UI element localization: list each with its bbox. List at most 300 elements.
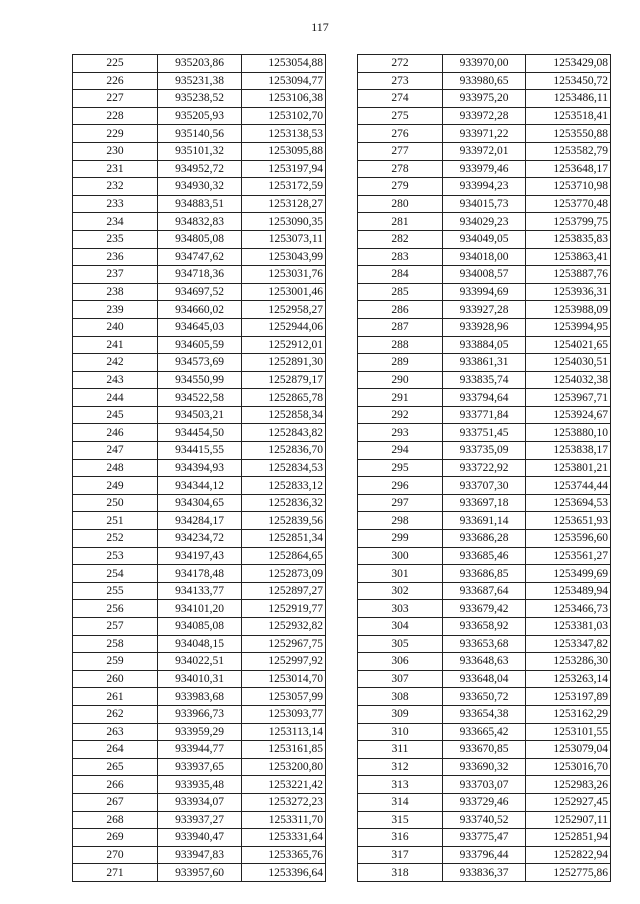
x-coordinate-cell: 933972,28 — [443, 107, 526, 125]
y-coordinate-cell: 1252967,75 — [242, 635, 326, 653]
x-coordinate-cell: 933979,46 — [443, 160, 526, 178]
x-coordinate-cell: 934660,02 — [158, 301, 242, 319]
y-coordinate-cell: 1253001,46 — [242, 283, 326, 301]
table-row — [73, 107, 326, 125]
y-coordinate-cell: 1252919,77 — [242, 600, 326, 618]
table-row — [358, 459, 611, 477]
table-row — [73, 477, 326, 495]
point-number-cell: 316 — [358, 829, 443, 847]
table-row — [358, 442, 611, 460]
y-coordinate-cell: 1253967,71 — [526, 389, 611, 407]
table-row — [73, 741, 326, 759]
x-coordinate-cell: 933970,00 — [443, 55, 526, 73]
y-coordinate-cell: 1253113,14 — [242, 723, 326, 741]
y-coordinate-cell: 1253095,88 — [242, 142, 326, 160]
x-coordinate-cell: 933935,48 — [158, 776, 242, 794]
x-coordinate-cell: 933836,37 — [443, 864, 526, 882]
table-row — [358, 864, 611, 882]
table-row — [73, 248, 326, 266]
table-row — [73, 547, 326, 565]
table-row — [358, 371, 611, 389]
y-coordinate-cell: 1253263,14 — [526, 670, 611, 688]
point-number-cell: 283 — [358, 248, 443, 266]
y-coordinate-cell: 1252864,65 — [242, 547, 326, 565]
x-coordinate-cell: 933751,45 — [443, 424, 526, 442]
table-row — [358, 195, 611, 213]
table-row — [73, 371, 326, 389]
point-number-cell: 272 — [358, 55, 443, 73]
table-row — [358, 530, 611, 548]
x-coordinate-cell: 933650,72 — [443, 688, 526, 706]
x-coordinate-cell: 933971,22 — [443, 125, 526, 143]
table-row — [73, 582, 326, 600]
y-coordinate-cell: 1252873,09 — [242, 565, 326, 583]
table-row — [73, 354, 326, 372]
x-coordinate-cell: 933735,09 — [443, 442, 526, 460]
y-coordinate-cell: 1254030,51 — [526, 354, 611, 372]
x-coordinate-cell: 933794,64 — [443, 389, 526, 407]
x-coordinate-cell: 934697,52 — [158, 283, 242, 301]
x-coordinate-cell: 933994,69 — [443, 283, 526, 301]
y-coordinate-cell: 1253365,76 — [242, 846, 326, 864]
x-coordinate-cell: 934049,05 — [443, 230, 526, 248]
y-coordinate-cell: 1254032,38 — [526, 371, 611, 389]
table-row — [358, 705, 611, 723]
x-coordinate-cell: 934015,73 — [443, 195, 526, 213]
x-coordinate-cell: 934178,48 — [158, 565, 242, 583]
point-number-cell: 251 — [73, 512, 158, 530]
y-coordinate-cell: 1253057,99 — [242, 688, 326, 706]
point-number-cell: 252 — [73, 530, 158, 548]
y-coordinate-cell: 1252775,86 — [526, 864, 611, 882]
table-row — [73, 829, 326, 847]
table-row — [358, 811, 611, 829]
y-coordinate-cell: 1253486,11 — [526, 90, 611, 108]
table-row — [358, 547, 611, 565]
x-coordinate-cell: 933658,92 — [443, 618, 526, 636]
y-coordinate-cell: 1253101,55 — [526, 723, 611, 741]
x-coordinate-cell: 934008,57 — [443, 266, 526, 284]
y-coordinate-cell: 1252907,11 — [526, 811, 611, 829]
point-number-cell: 312 — [358, 758, 443, 776]
table-row — [358, 829, 611, 847]
table-row — [73, 618, 326, 636]
y-coordinate-cell: 1252822,94 — [526, 846, 611, 864]
x-coordinate-cell: 933687,64 — [443, 582, 526, 600]
table-row — [358, 406, 611, 424]
point-number-cell: 284 — [358, 266, 443, 284]
point-number-cell: 300 — [358, 547, 443, 565]
y-coordinate-cell: 1252839,56 — [242, 512, 326, 530]
point-number-cell: 263 — [73, 723, 158, 741]
y-coordinate-cell: 1253835,83 — [526, 230, 611, 248]
y-coordinate-cell: 1253090,35 — [242, 213, 326, 231]
table-row — [358, 793, 611, 811]
point-number-cell: 278 — [358, 160, 443, 178]
y-coordinate-cell: 1253799,75 — [526, 213, 611, 231]
y-coordinate-cell: 1253499,69 — [526, 565, 611, 583]
x-coordinate-cell: 933959,29 — [158, 723, 242, 741]
table-row — [73, 195, 326, 213]
x-coordinate-cell: 934048,15 — [158, 635, 242, 653]
point-number-cell: 243 — [73, 371, 158, 389]
table-row — [358, 494, 611, 512]
point-number-cell: 258 — [73, 635, 158, 653]
table-row — [73, 758, 326, 776]
x-coordinate-cell: 934747,62 — [158, 248, 242, 266]
y-coordinate-cell: 1252879,17 — [242, 371, 326, 389]
table-row — [358, 688, 611, 706]
point-number-cell: 303 — [358, 600, 443, 618]
y-coordinate-cell: 1252958,27 — [242, 301, 326, 319]
y-coordinate-cell: 1253710,98 — [526, 178, 611, 196]
y-coordinate-cell: 1252912,01 — [242, 336, 326, 354]
y-coordinate-cell: 1253651,93 — [526, 512, 611, 530]
y-coordinate-cell: 1252897,27 — [242, 582, 326, 600]
x-coordinate-cell: 934197,43 — [158, 547, 242, 565]
x-coordinate-cell: 933690,32 — [443, 758, 526, 776]
point-number-cell: 289 — [358, 354, 443, 372]
x-coordinate-cell: 933994,23 — [443, 178, 526, 196]
point-number-cell: 261 — [73, 688, 158, 706]
y-coordinate-cell: 1253694,53 — [526, 494, 611, 512]
table-row — [73, 670, 326, 688]
table-row — [73, 811, 326, 829]
y-coordinate-cell: 1253161,85 — [242, 741, 326, 759]
point-number-cell: 249 — [73, 477, 158, 495]
point-number-cell: 288 — [358, 336, 443, 354]
point-number-cell: 274 — [358, 90, 443, 108]
point-number-cell: 273 — [358, 72, 443, 90]
y-coordinate-cell: 1252932,82 — [242, 618, 326, 636]
point-number-cell: 236 — [73, 248, 158, 266]
point-number-cell: 269 — [73, 829, 158, 847]
y-coordinate-cell: 1253331,64 — [242, 829, 326, 847]
x-coordinate-cell: 934605,59 — [158, 336, 242, 354]
point-number-cell: 310 — [358, 723, 443, 741]
table-row — [358, 142, 611, 160]
x-coordinate-cell: 933937,27 — [158, 811, 242, 829]
table-row — [73, 846, 326, 864]
table-row — [73, 142, 326, 160]
table-row — [73, 406, 326, 424]
y-coordinate-cell: 1252997,92 — [242, 653, 326, 671]
x-coordinate-cell: 933957,60 — [158, 864, 242, 882]
table-row — [358, 160, 611, 178]
point-number-cell: 318 — [358, 864, 443, 882]
y-coordinate-cell: 1253079,04 — [526, 741, 611, 759]
y-coordinate-cell: 1253347,82 — [526, 635, 611, 653]
table-row — [358, 213, 611, 231]
x-coordinate-cell: 933691,14 — [443, 512, 526, 530]
point-number-cell: 294 — [358, 442, 443, 460]
table-row — [358, 512, 611, 530]
y-coordinate-cell: 1253994,95 — [526, 318, 611, 336]
point-number-cell: 253 — [73, 547, 158, 565]
x-coordinate-cell: 934930,32 — [158, 178, 242, 196]
point-number-cell: 250 — [73, 494, 158, 512]
table-row — [358, 477, 611, 495]
table-row — [73, 459, 326, 477]
y-coordinate-cell: 1252836,32 — [242, 494, 326, 512]
point-number-cell: 260 — [73, 670, 158, 688]
point-number-cell: 279 — [358, 178, 443, 196]
x-coordinate-cell: 933686,85 — [443, 565, 526, 583]
point-number-cell: 247 — [73, 442, 158, 460]
point-number-cell: 311 — [358, 741, 443, 759]
x-coordinate-cell: 933940,47 — [158, 829, 242, 847]
point-number-cell: 262 — [73, 705, 158, 723]
y-coordinate-cell: 1253043,99 — [242, 248, 326, 266]
x-coordinate-cell: 933654,38 — [443, 705, 526, 723]
y-coordinate-cell: 1252927,45 — [526, 793, 611, 811]
table-row — [73, 424, 326, 442]
y-coordinate-cell: 1253073,11 — [242, 230, 326, 248]
x-coordinate-cell: 934085,08 — [158, 618, 242, 636]
x-coordinate-cell: 933697,18 — [443, 494, 526, 512]
x-coordinate-cell: 933648,63 — [443, 653, 526, 671]
table-row — [73, 301, 326, 319]
x-coordinate-cell: 933707,30 — [443, 477, 526, 495]
y-coordinate-cell: 1253863,41 — [526, 248, 611, 266]
x-coordinate-cell: 933679,42 — [443, 600, 526, 618]
y-coordinate-cell: 1253744,44 — [526, 477, 611, 495]
point-number-cell: 233 — [73, 195, 158, 213]
point-number-cell: 246 — [73, 424, 158, 442]
point-number-cell: 245 — [73, 406, 158, 424]
table-row — [73, 530, 326, 548]
point-number-cell: 257 — [73, 618, 158, 636]
x-coordinate-cell: 933686,28 — [443, 530, 526, 548]
x-coordinate-cell: 933861,31 — [443, 354, 526, 372]
x-coordinate-cell: 933966,73 — [158, 705, 242, 723]
table-row — [73, 864, 326, 882]
point-number-cell: 255 — [73, 582, 158, 600]
table-row — [73, 283, 326, 301]
y-coordinate-cell: 1253936,31 — [526, 283, 611, 301]
x-coordinate-cell: 934645,03 — [158, 318, 242, 336]
x-coordinate-cell: 934952,72 — [158, 160, 242, 178]
point-number-cell: 315 — [358, 811, 443, 829]
x-coordinate-cell: 933771,84 — [443, 406, 526, 424]
table-row — [358, 741, 611, 759]
y-coordinate-cell: 1253311,70 — [242, 811, 326, 829]
x-coordinate-cell: 935231,38 — [158, 72, 242, 90]
table-row — [73, 266, 326, 284]
table-row — [73, 688, 326, 706]
x-coordinate-cell: 934018,00 — [443, 248, 526, 266]
table-row — [358, 723, 611, 741]
y-coordinate-cell: 1253648,17 — [526, 160, 611, 178]
table-row — [73, 600, 326, 618]
x-coordinate-cell: 933972,01 — [443, 142, 526, 160]
point-number-cell: 293 — [358, 424, 443, 442]
point-number-cell: 244 — [73, 389, 158, 407]
table-row — [358, 565, 611, 583]
x-coordinate-cell: 933653,68 — [443, 635, 526, 653]
table-row — [358, 758, 611, 776]
y-coordinate-cell: 1254021,65 — [526, 336, 611, 354]
point-number-cell: 270 — [73, 846, 158, 864]
x-coordinate-cell: 934832,83 — [158, 213, 242, 231]
point-number-cell: 285 — [358, 283, 443, 301]
x-coordinate-cell: 934522,58 — [158, 389, 242, 407]
point-number-cell: 299 — [358, 530, 443, 548]
table-row — [73, 336, 326, 354]
y-coordinate-cell: 1253429,08 — [526, 55, 611, 73]
table-row — [73, 653, 326, 671]
table-row — [358, 107, 611, 125]
y-coordinate-cell: 1253106,38 — [242, 90, 326, 108]
y-coordinate-cell: 1253102,70 — [242, 107, 326, 125]
y-coordinate-cell: 1253197,94 — [242, 160, 326, 178]
point-number-cell: 235 — [73, 230, 158, 248]
x-coordinate-cell: 933947,83 — [158, 846, 242, 864]
table-row — [73, 55, 326, 73]
point-number-cell: 238 — [73, 283, 158, 301]
point-number-cell: 268 — [73, 811, 158, 829]
point-number-cell: 305 — [358, 635, 443, 653]
x-coordinate-cell: 934029,23 — [443, 213, 526, 231]
point-number-cell: 256 — [73, 600, 158, 618]
point-number-cell: 237 — [73, 266, 158, 284]
y-coordinate-cell: 1253014,70 — [242, 670, 326, 688]
x-coordinate-cell: 934573,69 — [158, 354, 242, 372]
x-coordinate-cell: 933980,65 — [443, 72, 526, 90]
y-coordinate-cell: 1252843,82 — [242, 424, 326, 442]
x-coordinate-cell: 933934,07 — [158, 793, 242, 811]
x-coordinate-cell: 934718,36 — [158, 266, 242, 284]
point-number-cell: 267 — [73, 793, 158, 811]
table-row — [73, 776, 326, 794]
table-row — [358, 653, 611, 671]
point-number-cell: 264 — [73, 741, 158, 759]
table-row — [358, 336, 611, 354]
table-row — [73, 90, 326, 108]
point-number-cell: 308 — [358, 688, 443, 706]
point-number-cell: 281 — [358, 213, 443, 231]
table-row — [73, 723, 326, 741]
y-coordinate-cell: 1252865,78 — [242, 389, 326, 407]
point-number-cell: 296 — [358, 477, 443, 495]
point-number-cell: 317 — [358, 846, 443, 864]
point-number-cell: 275 — [358, 107, 443, 125]
y-coordinate-cell: 1253054,88 — [242, 55, 326, 73]
x-coordinate-cell: 933775,47 — [443, 829, 526, 847]
y-coordinate-cell: 1253489,94 — [526, 582, 611, 600]
x-coordinate-cell: 933703,07 — [443, 776, 526, 794]
table-row — [358, 301, 611, 319]
x-coordinate-cell: 934394,93 — [158, 459, 242, 477]
point-number-cell: 266 — [73, 776, 158, 794]
point-number-cell: 232 — [73, 178, 158, 196]
y-coordinate-cell: 1252891,30 — [242, 354, 326, 372]
point-number-cell: 295 — [358, 459, 443, 477]
point-number-cell: 234 — [73, 213, 158, 231]
table-row — [73, 72, 326, 90]
point-number-cell: 240 — [73, 318, 158, 336]
point-number-cell: 227 — [73, 90, 158, 108]
point-number-cell: 254 — [73, 565, 158, 583]
y-coordinate-cell: 1253880,10 — [526, 424, 611, 442]
y-coordinate-cell: 1253031,76 — [242, 266, 326, 284]
point-number-cell: 277 — [358, 142, 443, 160]
point-number-cell: 292 — [358, 406, 443, 424]
point-number-cell: 282 — [358, 230, 443, 248]
point-number-cell: 226 — [73, 72, 158, 90]
x-coordinate-cell: 933835,74 — [443, 371, 526, 389]
table-row — [73, 793, 326, 811]
point-number-cell: 313 — [358, 776, 443, 794]
point-number-cell: 304 — [358, 618, 443, 636]
table-row — [358, 55, 611, 73]
table-row — [358, 230, 611, 248]
y-coordinate-cell: 1253162,29 — [526, 705, 611, 723]
point-number-cell: 287 — [358, 318, 443, 336]
point-number-cell: 307 — [358, 670, 443, 688]
table-row — [358, 424, 611, 442]
point-number-cell: 265 — [73, 758, 158, 776]
point-number-cell: 231 — [73, 160, 158, 178]
y-coordinate-cell: 1253138,53 — [242, 125, 326, 143]
x-coordinate-cell: 933685,46 — [443, 547, 526, 565]
table-row — [358, 318, 611, 336]
point-number-cell: 271 — [73, 864, 158, 882]
point-number-cell: 291 — [358, 389, 443, 407]
y-coordinate-cell: 1253887,76 — [526, 266, 611, 284]
y-coordinate-cell: 1253093,77 — [242, 705, 326, 723]
point-number-cell: 280 — [358, 195, 443, 213]
coordinates-table-right — [357, 54, 611, 882]
y-coordinate-cell: 1253550,88 — [526, 125, 611, 143]
x-coordinate-cell: 933927,28 — [443, 301, 526, 319]
point-number-cell: 225 — [73, 55, 158, 73]
x-coordinate-cell: 934883,51 — [158, 195, 242, 213]
y-coordinate-cell: 1253200,80 — [242, 758, 326, 776]
table-row — [73, 160, 326, 178]
x-coordinate-cell: 934344,12 — [158, 477, 242, 495]
x-coordinate-cell: 933944,77 — [158, 741, 242, 759]
x-coordinate-cell: 934010,31 — [158, 670, 242, 688]
point-number-cell: 276 — [358, 125, 443, 143]
y-coordinate-cell: 1253466,73 — [526, 600, 611, 618]
y-coordinate-cell: 1253272,23 — [242, 793, 326, 811]
x-coordinate-cell: 935101,32 — [158, 142, 242, 160]
point-number-cell: 228 — [73, 107, 158, 125]
x-coordinate-cell: 933937,65 — [158, 758, 242, 776]
table-row — [358, 90, 611, 108]
table-row — [358, 178, 611, 196]
x-coordinate-cell: 934022,51 — [158, 653, 242, 671]
y-coordinate-cell: 1253016,70 — [526, 758, 611, 776]
x-coordinate-cell: 934133,77 — [158, 582, 242, 600]
y-coordinate-cell: 1252944,06 — [242, 318, 326, 336]
y-coordinate-cell: 1253094,77 — [242, 72, 326, 90]
x-coordinate-cell: 934805,08 — [158, 230, 242, 248]
table-row — [358, 670, 611, 688]
table-row — [73, 178, 326, 196]
x-coordinate-cell: 933983,68 — [158, 688, 242, 706]
table-row — [358, 846, 611, 864]
x-coordinate-cell: 934454,50 — [158, 424, 242, 442]
y-coordinate-cell: 1253582,79 — [526, 142, 611, 160]
table-row — [358, 248, 611, 266]
y-coordinate-cell: 1253172,59 — [242, 178, 326, 196]
point-number-cell: 230 — [73, 142, 158, 160]
table-row — [73, 494, 326, 512]
y-coordinate-cell: 1253596,60 — [526, 530, 611, 548]
x-coordinate-cell: 933670,85 — [443, 741, 526, 759]
